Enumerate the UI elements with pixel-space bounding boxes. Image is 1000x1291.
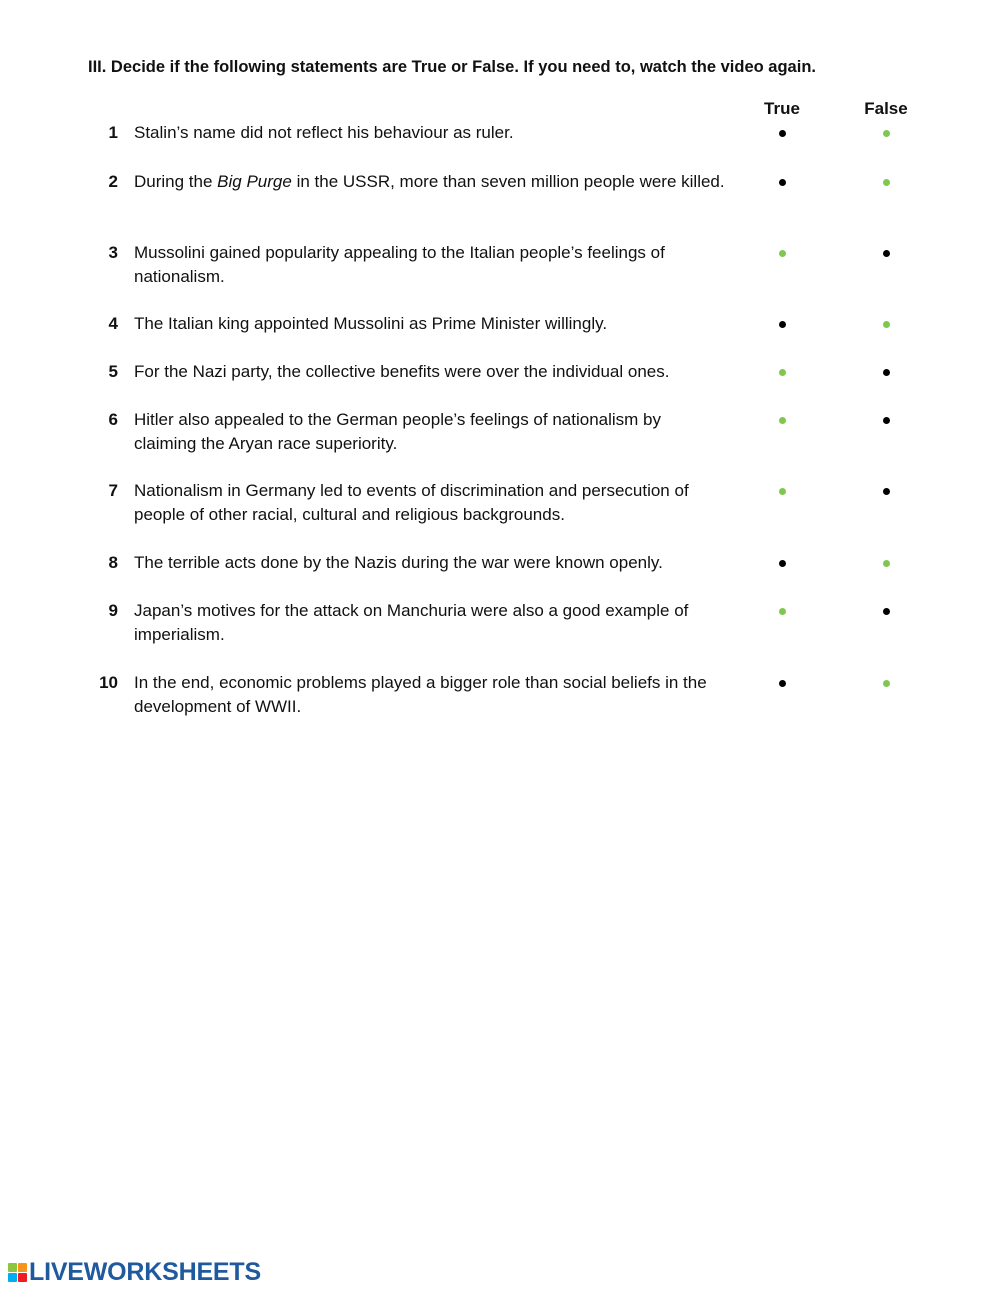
true-option[interactable]	[762, 599, 802, 623]
statement-number: 5	[108, 362, 118, 381]
false-column-header: False	[864, 99, 908, 118]
true-option-dot	[779, 179, 786, 186]
statement-text: During the Big Purge in the USSR, more than seven million people were killed.	[134, 172, 725, 191]
false-option-dot	[883, 179, 890, 186]
true-option[interactable]	[762, 170, 802, 194]
false-option-dot	[883, 560, 890, 567]
true-option[interactable]	[762, 360, 802, 384]
false-option[interactable]	[866, 360, 906, 384]
statement-number: 8	[108, 553, 118, 572]
true-option-dot	[779, 130, 786, 137]
statement-text: Mussolini gained popularity appealing to the Italian people’s feelings of nationalism.	[134, 243, 665, 286]
true-option-dot	[779, 321, 786, 328]
false-option[interactable]	[866, 312, 906, 336]
statement-text: Nationalism in Germany led to events of discrimination and persecution of people of other racial, cultural and religious backgrounds.	[134, 481, 689, 524]
false-option[interactable]	[866, 479, 906, 503]
true-option[interactable]	[762, 408, 802, 432]
statement-text: For the Nazi party, the collective benefits were over the individual ones.	[134, 362, 670, 381]
logo-square	[8, 1263, 17, 1272]
statement-number: 7	[108, 481, 118, 500]
false-option-dot	[883, 488, 890, 495]
statement-number: 10	[99, 673, 118, 692]
false-option[interactable]	[866, 599, 906, 623]
true-option-dot	[779, 488, 786, 495]
true-option[interactable]	[762, 671, 802, 695]
true-column-header: True	[764, 99, 800, 118]
logo-square	[18, 1273, 27, 1282]
true-option-dot	[779, 250, 786, 257]
false-option[interactable]	[866, 121, 906, 145]
false-option[interactable]	[866, 170, 906, 194]
statement-number: 2	[108, 172, 118, 191]
true-option-dot	[779, 680, 786, 687]
true-option-dot	[779, 417, 786, 424]
true-option-dot	[779, 369, 786, 376]
false-option-dot	[883, 321, 890, 328]
true-option[interactable]	[762, 479, 802, 503]
false-option-dot	[883, 369, 890, 376]
statement-number: 1	[108, 123, 118, 142]
false-option-dot	[883, 130, 890, 137]
instructions-heading: III. Decide if the following statements are True or False. If you need to, watch the video again.	[88, 58, 816, 76]
statement-text: Japan’s motives for the attack on Manchuria were also a good example of imperialism.	[134, 601, 689, 644]
statement-number: 3	[108, 243, 118, 262]
statement-number: 4	[108, 314, 118, 333]
true-option-dot	[779, 608, 786, 615]
true-option[interactable]	[762, 241, 802, 265]
false-option[interactable]	[866, 551, 906, 575]
false-option[interactable]	[866, 408, 906, 432]
true-option[interactable]	[762, 312, 802, 336]
logo-square	[8, 1273, 17, 1282]
logo-square	[18, 1263, 27, 1272]
false-option[interactable]	[866, 671, 906, 695]
false-option[interactable]	[866, 241, 906, 265]
true-option[interactable]	[762, 121, 802, 145]
statement-text: The terrible acts done by the Nazis during the war were known openly.	[134, 553, 663, 572]
statement-text: In the end, economic problems played a bigger role than social beliefs in the development of WWII.	[134, 673, 707, 716]
true-option-dot	[779, 560, 786, 567]
emphasis-text: Big Purge	[217, 172, 292, 191]
true-option[interactable]	[762, 551, 802, 575]
statement-text: The Italian king appointed Mussolini as Prime Minister willingly.	[134, 314, 608, 333]
liveworksheets-logo-icon	[8, 1263, 27, 1282]
false-option-dot	[883, 250, 890, 257]
logo-text: LIVEWORKSHEETS	[29, 1257, 261, 1286]
statement-number: 6	[108, 410, 118, 429]
false-option-dot	[883, 417, 890, 424]
liveworksheets-logo	[8, 1258, 261, 1286]
false-option-dot	[883, 680, 890, 687]
statement-text: Hitler also appealed to the German people’s feelings of nationalism by claiming the Aryan race superiority.	[134, 410, 661, 453]
false-option-dot	[883, 608, 890, 615]
statement-text: Stalin’s name did not reflect his behaviour as ruler.	[134, 123, 514, 142]
statement-number: 9	[108, 601, 118, 620]
